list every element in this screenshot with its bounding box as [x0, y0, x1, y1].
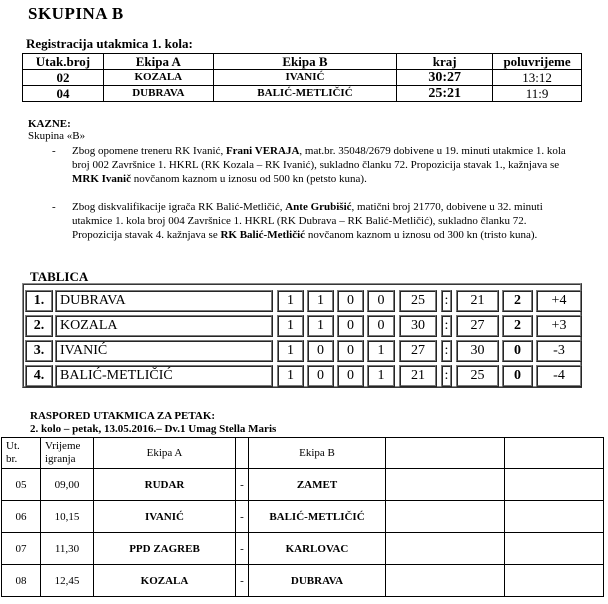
team-b: ZAMET	[249, 469, 386, 501]
goal-difference-cell: +3	[536, 315, 582, 337]
team-b: DUBRAVA	[249, 565, 386, 597]
team-b: BALIĆ-METLIČIĆ	[249, 501, 386, 533]
team-a: DUBRAVA	[103, 86, 213, 102]
goals-for-cell: 25	[399, 290, 437, 312]
played-cell: 1	[277, 340, 304, 362]
won-cell: 0	[307, 365, 334, 387]
standings-row	[24, 315, 580, 337]
header-team-a: Ekipa A	[103, 54, 213, 70]
header-final: kraj	[397, 54, 493, 70]
final-score: 25:21	[397, 86, 493, 102]
team-a: KOZALA	[94, 565, 236, 597]
goals-against-cell: 30	[456, 340, 499, 362]
points-cell: 2	[502, 315, 533, 337]
match-time: 11,30	[41, 533, 94, 565]
standings-row	[24, 340, 580, 362]
schedule-row	[2, 469, 604, 501]
registration-heading: Registracija utakmica 1. kola:	[26, 36, 193, 51]
team-a: IVANIĆ	[94, 501, 236, 533]
schedule-subheading: 2. kolo – petak, 13.05.2016.– Dv.1 Umag Stella Maris	[30, 423, 277, 435]
fine-person: Frani VERAJA	[225, 145, 300, 157]
match-number: 08	[2, 565, 41, 597]
drawn-cell: 0	[337, 365, 364, 387]
final-score: 30:27	[397, 70, 493, 86]
fine-text: novčanom kaznom u iznosu od 500 kn (petsto kuna).	[130, 173, 367, 185]
empty-cell	[505, 501, 604, 533]
separator-dash: -	[236, 469, 249, 501]
empty-cell	[386, 565, 505, 597]
standings-row	[24, 365, 580, 387]
score-separator-cell: :	[441, 290, 452, 312]
header-team-b: Ekipa B	[213, 54, 397, 70]
fine-club: MRK Ivanič	[72, 173, 131, 185]
goals-against-cell: 27	[456, 315, 499, 337]
team-a: KOZALA	[103, 70, 213, 86]
empty-cell	[505, 565, 604, 597]
drawn-cell: 0	[337, 315, 364, 337]
schedule-row	[2, 501, 604, 533]
match-time: 09,00	[41, 469, 94, 501]
rank-cell: 4.	[25, 365, 53, 387]
standings-table	[22, 283, 582, 388]
bullet-dash: -	[52, 145, 56, 157]
header-empty	[505, 438, 604, 469]
drawn-cell: 0	[337, 340, 364, 362]
team-b: IVANIĆ	[213, 70, 397, 86]
goals-for-cell: 30	[399, 315, 437, 337]
match-number: 06	[2, 501, 41, 533]
fine-text: novčanom kaznom u iznosu od 300 kn (tristo kuna).	[305, 229, 538, 241]
team-a: RUDAR	[94, 469, 236, 501]
header-time: Vrijeme igranja	[41, 438, 94, 469]
empty-cell	[386, 501, 505, 533]
score-separator-cell: :	[441, 340, 452, 362]
goal-difference-cell: -3	[536, 340, 582, 362]
standings-heading: TABLICA	[30, 269, 89, 284]
halftime-score: 13:12	[493, 70, 582, 86]
drawn-cell: 0	[337, 290, 364, 312]
points-cell: 0	[502, 365, 533, 387]
goal-difference-cell: -4	[536, 365, 582, 387]
played-cell: 1	[277, 290, 304, 312]
separator-dash: -	[236, 501, 249, 533]
won-cell: 0	[307, 340, 334, 362]
team-name-cell: BALIĆ-METLIČIĆ	[55, 365, 273, 387]
header-halftime: poluvrijeme	[493, 54, 582, 70]
fine-item	[52, 144, 572, 186]
match-number: 05	[2, 469, 41, 501]
points-cell: 0	[502, 340, 533, 362]
fines-group: Skupina «B»	[28, 130, 86, 142]
header-team-b: Ekipa B	[249, 438, 386, 469]
match-number: 04	[23, 86, 104, 102]
score-separator-cell: :	[441, 365, 452, 387]
header-match-number: Ut. br.	[2, 438, 41, 469]
fine-text: Zbog opomene treneru RK Ivanić,	[72, 145, 226, 157]
fine-club: RK Balić-Metličić	[220, 229, 306, 241]
lost-cell: 0	[367, 315, 395, 337]
halftime-score: 11:9	[493, 86, 582, 102]
won-cell: 1	[307, 290, 334, 312]
empty-cell	[386, 469, 505, 501]
separator-dash: -	[236, 565, 249, 597]
empty-cell	[505, 469, 604, 501]
rank-cell: 3.	[25, 340, 53, 362]
fine-item	[52, 200, 572, 242]
schedule-header-row	[2, 438, 604, 469]
header-empty	[386, 438, 505, 469]
header-match-number: Utak.broj	[23, 54, 104, 70]
fine-text: Zbog diskvalifikacije igrača RK Balić-Metličić,	[72, 201, 286, 213]
match-number: 07	[2, 533, 41, 565]
goals-for-cell: 21	[399, 365, 437, 387]
schedule-row	[2, 565, 604, 597]
fine-text: , mat.br. 35048/2679 dobivene u 19. minuti utakmice 1. kola broj 002 Završnice 1. HKRL (RK Kozala – RK Ivanić), sukladno članku 72. Propozicija stavak 1., kažnjava se	[72, 145, 566, 171]
team-b: BALIĆ-METLIČIĆ	[213, 86, 397, 102]
points-cell: 2	[502, 290, 533, 312]
registration-table	[22, 53, 582, 102]
fine-text: , matični broj 21770, dobivene u 32. minuti utakmice 1. kola broj 004 Završnice 1. HKRL (RK Dubrava – RK Balić-Metličić), sukladno članku 72. Propozicija stavak 4. kažnjava se	[72, 201, 543, 241]
bullet-dash: -	[52, 201, 56, 213]
empty-cell	[386, 533, 505, 565]
fine-person: Ante Grubišić	[285, 201, 352, 213]
lost-cell: 1	[367, 365, 395, 387]
schedule-table	[1, 437, 604, 597]
goals-against-cell: 25	[456, 365, 499, 387]
team-name-cell: DUBRAVA	[55, 290, 273, 312]
team-b: KARLOVAC	[249, 533, 386, 565]
fines-heading: KAZNE:	[28, 118, 71, 130]
goals-for-cell: 27	[399, 340, 437, 362]
schedule-heading: RASPORED UTAKMICA ZA PETAK:	[30, 410, 216, 422]
registration-header-row	[23, 54, 582, 70]
team-a: PPD ZAGREB	[94, 533, 236, 565]
page-title: SKUPINA B	[28, 4, 124, 23]
rank-cell: 1.	[25, 290, 53, 312]
lost-cell: 0	[367, 290, 395, 312]
lost-cell: 1	[367, 340, 395, 362]
registration-row	[23, 70, 582, 86]
schedule-row	[2, 533, 604, 565]
registration-row	[23, 86, 582, 102]
goals-against-cell: 21	[456, 290, 499, 312]
rank-cell: 2.	[25, 315, 53, 337]
match-number: 02	[23, 70, 104, 86]
header-team-a: Ekipa A	[94, 438, 236, 469]
separator-dash: -	[236, 533, 249, 565]
standings-row	[24, 290, 580, 312]
team-name-cell: KOZALA	[55, 315, 273, 337]
header-separator	[236, 438, 249, 469]
played-cell: 1	[277, 315, 304, 337]
score-separator-cell: :	[441, 315, 452, 337]
empty-cell	[505, 533, 604, 565]
match-time: 12,45	[41, 565, 94, 597]
match-time: 10,15	[41, 501, 94, 533]
goal-difference-cell: +4	[536, 290, 582, 312]
won-cell: 1	[307, 315, 334, 337]
team-name-cell: IVANIĆ	[55, 340, 273, 362]
played-cell: 1	[277, 365, 304, 387]
